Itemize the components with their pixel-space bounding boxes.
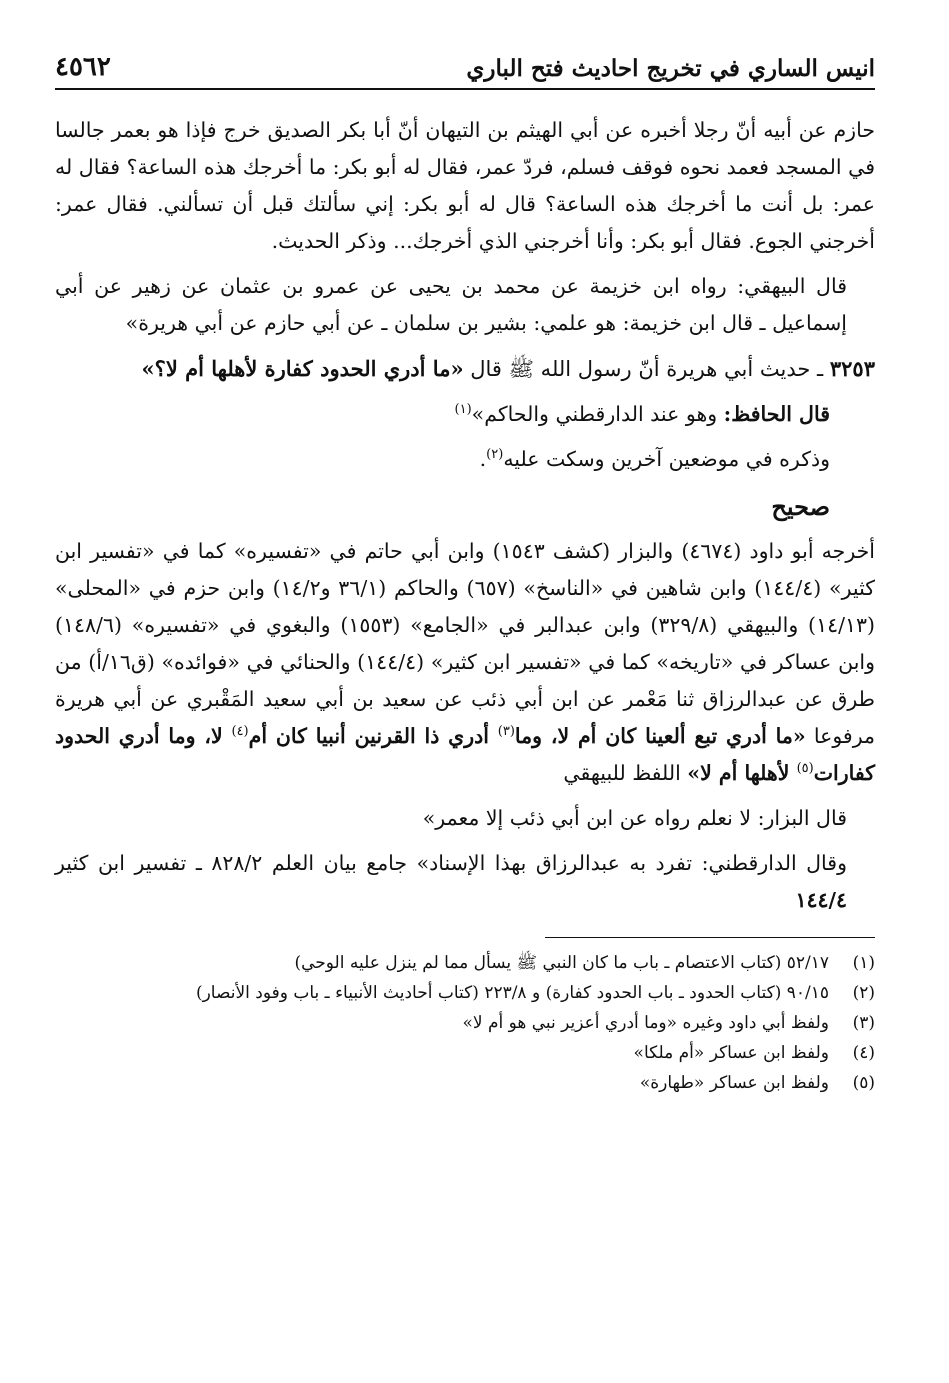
footnote-item <box>55 978 875 1008</box>
takhrij-quote-a: «ما أدري تبع ألعينا كان أم لا، وما <box>514 724 806 748</box>
daraqutni-text: وقال الدارقطني: تفرد به عبدالرزاق بهذا الإسناد» جامع بيان العلم ٨٢٨/٢ ـ تفسير ابن كثير <box>55 851 848 875</box>
paragraph-bayhaqi: قال البيهقي: رواه ابن خزيمة عن محمد بن يحيى عن عمرو بن عثمان عن زهير عن أبي إسماعيل ـ قال ابن خزيمة: هو علمي: بشير بن سلمان ـ عن أبي حازم عن أبي هريرة» <box>55 274 847 335</box>
footnotes <box>55 948 875 1098</box>
takhrij-end: اللفظ للبيهقي <box>563 761 688 785</box>
hafiz-statement <box>55 396 875 433</box>
grade-heading: صحيح <box>771 492 830 521</box>
main-text <box>55 112 875 919</box>
footnote-text: ٥٢/١٧ (كتاب الاعتصام ـ باب ما كان النبي ﷺ يسأل مما لم ينزل عليه الوحي) <box>294 953 829 973</box>
footnote-item <box>55 1068 875 1098</box>
hafiz-text: وهو عند الدارقطني والحاكم» <box>471 402 724 426</box>
running-header <box>55 52 875 90</box>
hafiz-label: قال الحافظ: <box>723 402 830 426</box>
footnote-ref-2[interactable]: (٢) <box>486 447 504 463</box>
footnote-text: ٩٠/١٥ (كتاب الحدود ـ باب الحدود كفارة) و ٢٢٣/٨ (كتاب أحاديث الأنبياء ـ باب وفود الأنصار) <box>195 983 829 1003</box>
footnote-number: (١) <box>852 953 875 973</box>
footnote-text: ولفظ ابن عساكر «طهارة» <box>639 1073 829 1093</box>
footnote-text: ولفظ ابن عساكر «أم ملكا» <box>633 1043 829 1063</box>
footnote-item <box>55 1038 875 1068</box>
hafiz-statement-2 <box>55 441 875 478</box>
footnote-ref-3[interactable]: (٣) <box>497 724 515 740</box>
hafiz-line2: وذكره في موضعين آخرين وسكت عليه <box>503 447 830 471</box>
footnote-number: (٢) <box>852 983 875 1003</box>
bazzar-statement: قال البزار: لا نعلم رواه عن ابن أبي ذئب إلا معمر» <box>422 806 847 830</box>
takhrij-quote-c: لا، وما أدري الحدود كفارات <box>55 724 875 785</box>
hadith-number: ٣٢٥٣ <box>829 356 875 381</box>
footnote-divider <box>545 937 875 938</box>
footnote-number: (٥) <box>852 1073 875 1093</box>
hadith-entry <box>55 350 875 388</box>
footnote-item <box>55 1008 875 1038</box>
footnote-ref-4[interactable]: (٤) <box>231 724 249 740</box>
daraqutni-ref: ١٤٤/٤ <box>795 888 847 912</box>
takhrij-text: أخرجه أبو داود (٤٦٧٤) والبزار (كشف ١٥٤٣) وابن أبي حاتم في «تفسيره» كما في «تفسير ابن كثير» (١٤٤/٤) وابن شاهين في «الناسخ» (٦٥٧) والحاكم (٣٦/١ و١٤/٢) وابن حزم في «المحلى» (١٤/١٣) والبيهقي (٣٢٩/٨) وابن عبدالبر في «الجامع» (١٥٥٣) والبغوي في «تفسيره» (١٤٨/٦) وابن عساكر في «تاريخه» كما في «تفسير ابن كثير» (١٤٤/٤) والحنائي في «فوائده» (ق١٦/أ) من طرق عن عبدالرزاق ثنا مَعْمر عن ابن أبي ذئب عن سعيد بن أبي سعيد المَقْبري عن أبي هريرة مرفوعا <box>55 539 876 748</box>
takhrij-quote-d: لأهلها أم لا» <box>687 761 797 785</box>
hadith-quote: «ما أدري الحدود كفارة لأهلها أم لا؟» <box>141 356 464 381</box>
footnote-ref-1[interactable]: (١) <box>454 402 472 418</box>
footnote-number: (٤) <box>852 1043 875 1063</box>
takhrij-quote-b: أدري ذا القرنين أنبيا كان أم <box>248 724 498 748</box>
page-number: ٤٥٦٢ <box>55 52 111 82</box>
footnote-number: (٣) <box>852 1013 875 1033</box>
header-title: انيس الساري في تخريج احاديث فتح الباري <box>466 55 875 82</box>
footnote-ref-5[interactable]: (٥) <box>796 761 814 777</box>
hafiz-line2-end: . <box>479 447 487 471</box>
paragraph-continuation: حازم عن أبيه أنّ رجلا أخبره عن أبي الهيثم بن التيهان أنّ أبا بكر الصديق خرج فإذا هو بعمر جالسا في المسجد فعمد نحوه فوقف فسلم، فردّ عمر، فقال له أبو بكر: ما أخرجك هذه الساعة؟ فقال له عمر: بل أنت ما أخرجك هذه الساعة؟ قال له أبو بكر: إني سألتك قبل أن تسألني. فقال عمر: أخرجني الجوع. فقال أبو بكر: وأنا أخرجني الذي أخرجك... وذكر الحديث. <box>55 118 875 253</box>
daraqutni-statement <box>55 845 875 919</box>
footnote-item <box>55 948 875 978</box>
hadith-intro: ـ حديث أبي هريرة أنّ رسول الله ﷺ قال <box>463 357 824 381</box>
page <box>55 52 875 1098</box>
footnote-text: ولفظ أبي داود وغيره «وما أدري أعزير نبي هو أم لا» <box>462 1013 829 1033</box>
takhrij-paragraph <box>55 533 875 792</box>
